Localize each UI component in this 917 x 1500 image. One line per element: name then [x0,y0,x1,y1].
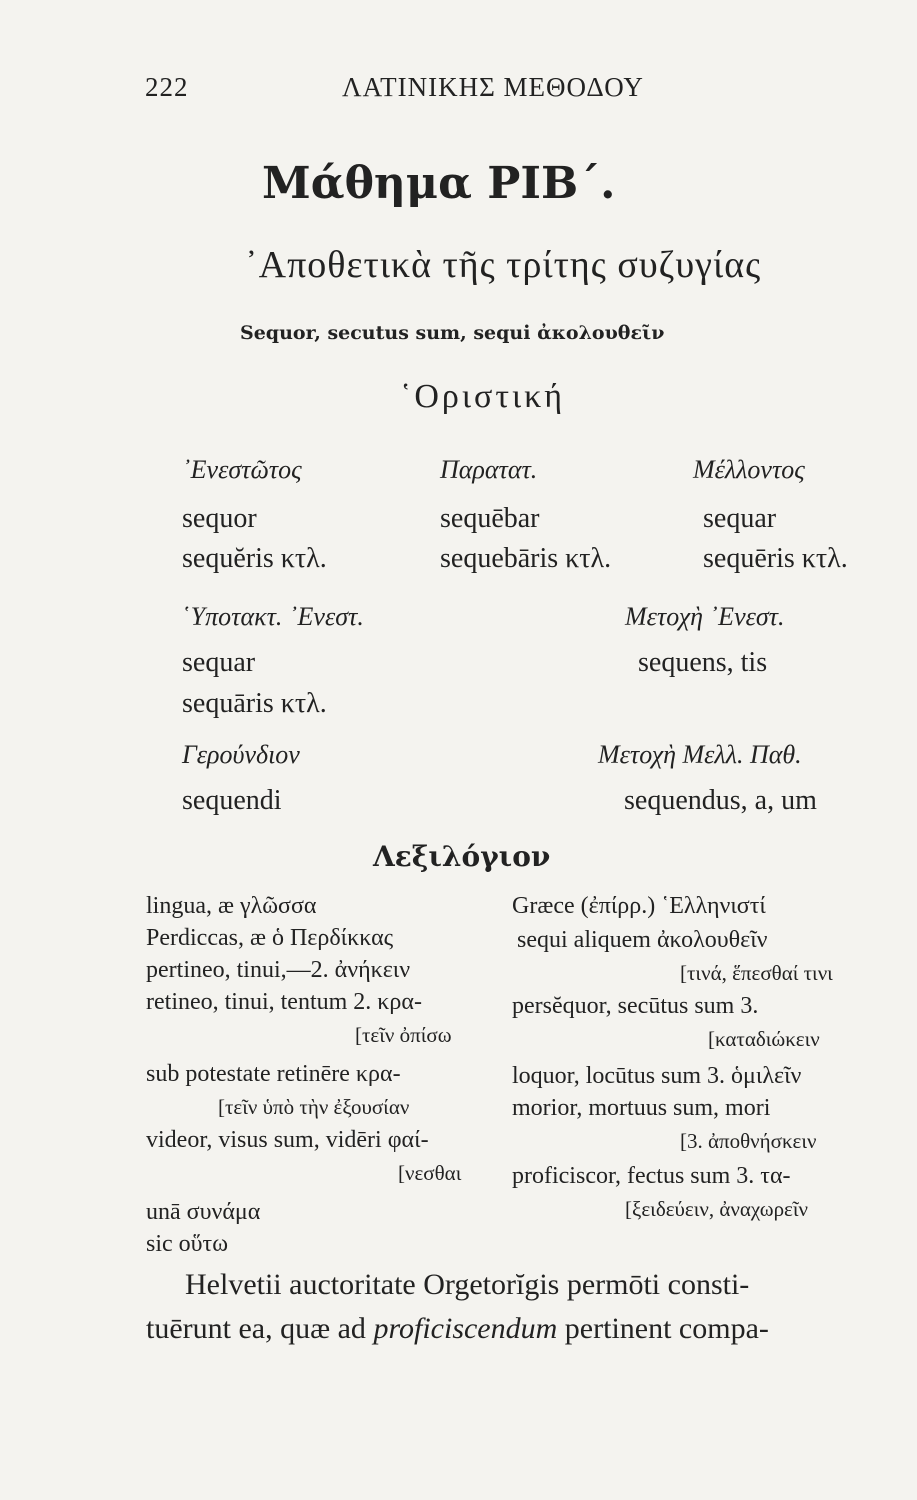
vocabulary-heading: Λεξιλόγιον [373,840,551,873]
lesson-subtitle: ᾿Αποθετικὰ τῆς τρίτης συζυγίας [245,244,762,286]
mood-heading: ῾Οριστική [400,378,566,415]
participle-head: Μετοχὴ ᾿Ενεστ. [625,602,785,631]
vocab-right-line: [τινά, ἕπεσθαί τινι [680,961,833,985]
future-form-2: sequēris κτλ. [703,543,848,574]
vocab-left-line: sub potestate retinēre κρα- [146,1061,401,1087]
vocab-left-line: unā συνάμα [146,1199,261,1225]
participle-form: sequens, tis [638,647,768,678]
page-number: 222 [145,72,189,102]
present-form-2: sequĕris κτλ. [182,543,327,574]
vocab-left-line: [τεῖν ὑπὸ τὴν ἐξουσίαν [218,1095,410,1119]
exercise-line-2-start: tuērunt ea, quæ ad [146,1312,374,1345]
lesson-title: Μάθημα ΡΙΒ΄. [262,158,616,209]
vocab-left-line: pertineo, tinui,—2. ἀνήκειν [146,957,411,983]
gerund-head: Γερούνδιον [182,740,300,769]
subjunctive-head: ῾Υποτακτ. ᾿Ενεστ. [182,602,364,631]
imperfect-form-2: sequebāris κτλ. [440,543,612,574]
vocab-right-line: loquor, locūtus sum 3. ὁμιλεῖν [512,1063,802,1089]
vocab-right-line: [ξειδεύειν, ἀναχωρεῖν [625,1197,809,1221]
col-imperfect-head: Παρατατ. [440,455,538,484]
running-title: ΛΑΤΙΝΙΚΗΣ ΜΕΘΟΔΟΥ [342,72,644,102]
exercise-line-2 [146,1312,769,1346]
exercise-line-2-end: pertinent compa- [557,1312,769,1345]
col-present-head: ᾿Ενεστῶτος [182,455,302,484]
vocab-right-line: [3. ἀποθνήσκειν [680,1129,817,1153]
subjunctive-form-2: sequāris κτλ. [182,688,327,719]
vocab-right-line: morior, mortuus sum, mori [512,1095,771,1121]
future-form-1: sequar [703,503,777,534]
imperfect-form-1: sequēbar [440,503,540,534]
vocab-right-line: [καταδιώκειν [708,1027,820,1051]
vocab-left-line: lingua, æ γλῶσσα [146,893,317,919]
gerund-form: sequendi [182,785,282,816]
present-form-1: sequor [182,503,257,534]
gerundive-form: sequendus, a, um [624,785,817,816]
vocab-left-line: [τεῖν ὀπίσω [355,1023,452,1047]
vocab-right-line: Græce (ἐπίρρ.) ῾Ελληνιστί [512,893,766,919]
vocab-right-line: proficiscor, fectus sum 3. τα- [512,1163,791,1189]
vocab-left-line: videor, visus sum, vidēri φαί- [146,1127,429,1153]
col-future-head: Μέλλοντος [693,455,805,484]
vocab-right-line: persĕquor, secūtus sum 3. [512,993,759,1019]
exercise-italic-word: proficiscendum [373,1312,558,1345]
vocab-left-line: retineo, tinui, tentum 2. κρα- [146,989,422,1015]
vocab-left-line: [νεσθαι [398,1161,462,1185]
vocab-left-line: Perdiccas, æ ὁ Περδίκκας [146,925,394,951]
vocab-right-line: sequi aliquem ἀκολουθεῖν [517,927,768,953]
vocab-left-line: sic οὕτω [146,1231,228,1257]
gerundive-head: Μετοχὴ Μελλ. Παθ. [598,740,802,769]
verb-principal-parts: Sequor, secutus sum, sequi ἀκολουθεῖν [240,322,665,344]
subjunctive-form-1: sequar [182,647,256,678]
exercise-line-1: Helvetii auctoritate Orgetorĭgis permōti consti- [185,1268,750,1301]
